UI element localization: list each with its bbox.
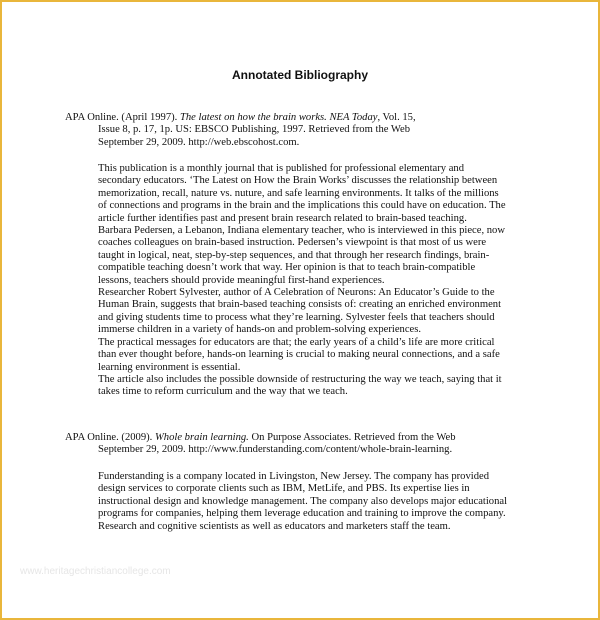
citation-entry-1: [65, 112, 555, 149]
annotation-line: Funderstanding is a company located in Livingston, New Jersey. The company has provided: [98, 471, 490, 482]
annotation-line: coaches colleagues on brain-based instruction. Pedersen’s viewpoint is that most of us were: [98, 237, 487, 249]
annotation-line: Researcher Robert Sylvester, author of A Celebration of Neurons: An Educator’s Guide to the: [98, 287, 495, 299]
citation-title-italic: The latest on how the brain works. NEA Today: [179, 112, 378, 123]
annotation-entry-2: [98, 471, 548, 533]
annotation-entry-1: [98, 163, 548, 399]
citation-title-italic: Whole brain learning.: [154, 432, 249, 443]
annotation-line: Barbara Pedersen, a Lebanon, Indiana elementary teacher, who is interviewed in this piece, now: [98, 225, 505, 237]
annotation-line: article further identifies past and present brain research related to brain-based teaching.: [98, 212, 467, 224]
citation-line: September 29, 2009. http://web.ebscohost.com.: [98, 136, 300, 148]
annotation-line: memorization, recall, nature vs. nuture, and safe learning environments. It talks of the millions: [98, 187, 499, 199]
annotation-line: design services to corporate clients such as IBM, MetLife, and PBS. Its expertise lies in: [98, 483, 470, 495]
annotation-line: compatible teaching doesn’t work that way. Her opinion is that to teach brain-compatible: [98, 262, 476, 274]
citation-entry-2: [65, 432, 555, 457]
document-title: Annotated Bibliography: [232, 68, 368, 82]
annotation-line: lessons, teachers should provide meaningful first-hand experiences.: [98, 274, 385, 286]
citation-line: APA Online. (April 1997). The latest on how the brain works. NEA Today, Vol. 15,: [65, 112, 416, 123]
annotation-line: Human Brain, suggests that brain-based teaching consists of: creating an enriched environment: [98, 299, 502, 311]
annotation-line: and giving students time to process what they’re learning. Sylvester feels that teachers should: [98, 311, 495, 323]
annotation-line: takes time to reform curriculum and the way that we teach.: [98, 386, 348, 398]
annotation-line: immerse children in a variety of hands-on and problem-solving experiences.: [98, 324, 422, 336]
annotation-line: taught in logical, neat, step-by-step sequences, and that through her research findings, brain-: [98, 249, 490, 261]
citation-line: September 29, 2009. http://www.funderstanding.com/content/whole-brain-learning.: [98, 444, 453, 456]
citation-line: Issue 8, p. 17, 1p. US: EBSCO Publishing, 1997. Retrieved from the Web: [98, 124, 411, 136]
annotation-line: This publication is a monthly journal that is published for professional elementary and: [98, 163, 464, 174]
annotation-line: instructional design and knowledge management. The company also develops major educational: [98, 495, 508, 507]
annotation-line: Research and cognitive scientists as well as educators and marketers staff the team.: [98, 520, 451, 532]
annotation-line: programs for companies, helping them leverage education and training to improve the company.: [98, 508, 506, 520]
annotation-line: The article also includes the possible downside of restructuring the way we teach, saying that it: [98, 373, 502, 385]
watermark: www.heritagechristiancollege.com: [20, 566, 171, 577]
citation-line: APA Online. (2009). Whole brain learning. On Purpose Associates. Retrieved from the Web: [65, 432, 456, 443]
annotation-line: The practical messages for educators are that; the early years of a child’s life are more critical: [98, 336, 495, 348]
annotation-line: secondary educators. ‘The Latest on How the Brain Works’ discusses the relationship between: [98, 175, 498, 187]
annotation-line: of connections and programs in the brain and the implications this could have on education. The: [98, 200, 506, 212]
annotation-line: learning environment is essential.: [98, 361, 241, 373]
annotation-line: than ever thought before, hands-on learning is crucial to making neural connections, and a safe: [98, 349, 500, 361]
